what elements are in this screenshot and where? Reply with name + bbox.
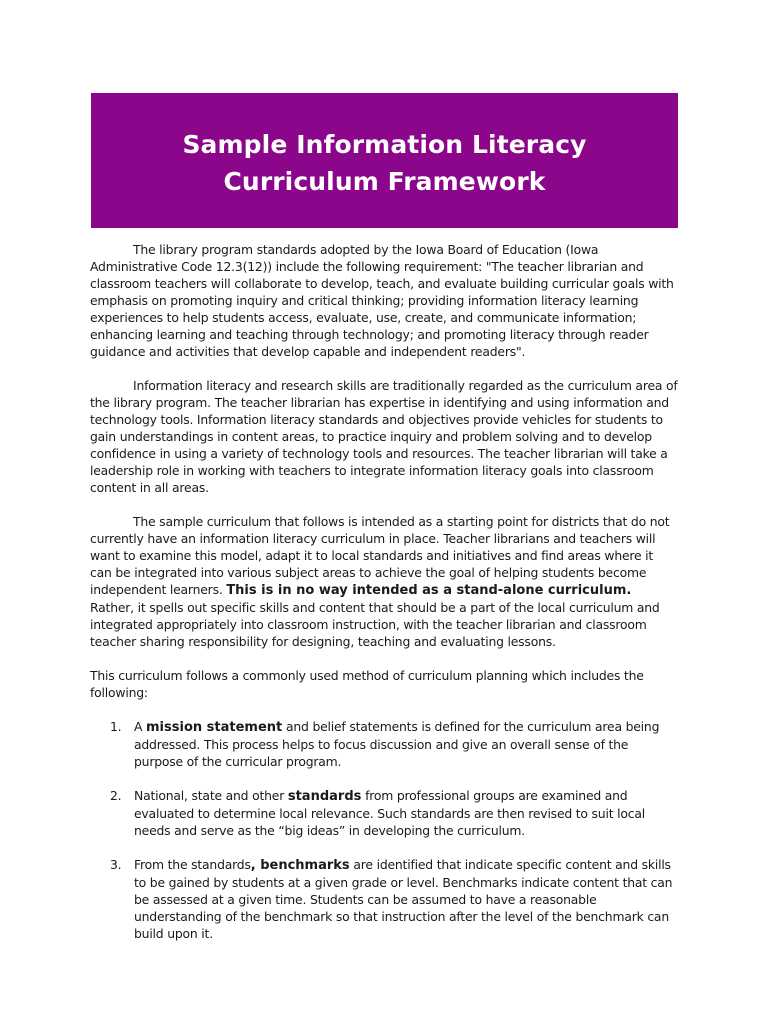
- list-text: National, state and other: [134, 788, 288, 803]
- list-number: 3.: [110, 857, 122, 872]
- paragraph-method-intro: This curriculum follows a commonly used method of curriculum planning which includes the following:: [90, 668, 644, 700]
- list-emphasis: standards: [287, 789, 362, 804]
- document-title: [182, 122, 586, 200]
- paragraph-information-literacy: Information literacy and research skills are traditionally regarded as the curriculum area of the library program. The teacher librarian has expertise in identifying and using information and technology tools. Information literacy standards and objectives provide vehicles for students to gain understandings in content areas, to practice inquiry and problem solving and to develop confidence in using a variety of technology tools and resources. The teacher librarian will take a leadership role in working with teachers to integrate information literacy goals into classroom content in all areas.: [90, 378, 678, 495]
- planning-steps-list: [90, 718, 678, 942]
- list-number: 1.: [110, 719, 122, 734]
- paragraph-sample-curriculum: [90, 513, 678, 650]
- list-text: are identified that indicate specific content and skills to be gained by students at a given grade or level. Benchmarks indicate content that can be assessed at a given time. Students can be assumed to have a reasonable understanding of the benchmark so that instruction after the level of the benchmark can build upon it.: [134, 857, 673, 941]
- title-line-1: Sample Information Literacy: [182, 129, 587, 159]
- list-item: [90, 856, 678, 942]
- paragraph-requirement: The library program standards adopted by the Iowa Board of Education (Iowa Administrative Code 12.3(12)) include the following requirement: "The teacher librarian and classroom teachers will collaborate to develop, teach, and evaluate building curricular goals with emphasis on promoting inquiry and critical thinking; providing information literacy learning experiences to help students access, evaluate, use, create, and communicate information; enhancing learning and teaching through technology; and promoting literacy through reader guidance and activities that develop capable and independent readers".: [90, 242, 674, 359]
- list-emphasis: , benchmarks: [250, 858, 350, 873]
- list-text: From the standards: [134, 857, 251, 872]
- paragraph-text: Rather, it spells out specific skills and content that should be a part of the local curriculum and integrated appropriately into classroom instruction, with the teacher librarian and classroom teacher sharing responsibility for designing, teaching and evaluating lessons.: [90, 600, 660, 649]
- list-item: [90, 718, 678, 770]
- list-number: 2.: [110, 788, 122, 803]
- paragraph-text: The sample curriculum that follows is intended as a starting point for districts that do not currently have an information literacy curriculum in place. Teacher librarians and teachers will want to examine this model, adapt it to local standards and initiatives and find areas where it can be integrated into various subject areas to achieve the goal of helping students become independent learners.: [90, 514, 670, 597]
- title-banner: [91, 93, 678, 228]
- title-line-2: Curriculum Framework: [223, 166, 546, 196]
- list-text: and belief statements is defined for the curriculum area being addressed. This process helps to focus discussion and give an overall sense of the purpose of the curricular program.: [134, 719, 660, 769]
- list-emphasis: mission statement: [146, 720, 283, 735]
- emphasis-text: This is in no way intended as a stand-alone curriculum.: [226, 583, 632, 598]
- document-body: [90, 241, 678, 959]
- list-item: [90, 787, 678, 839]
- list-text: A: [134, 719, 147, 734]
- list-text: from professional groups are examined and evaluated to determine local relevance. Such standards are then revised to suit local needs and serve as the “big ideas” in developing the curriculum.: [134, 788, 645, 838]
